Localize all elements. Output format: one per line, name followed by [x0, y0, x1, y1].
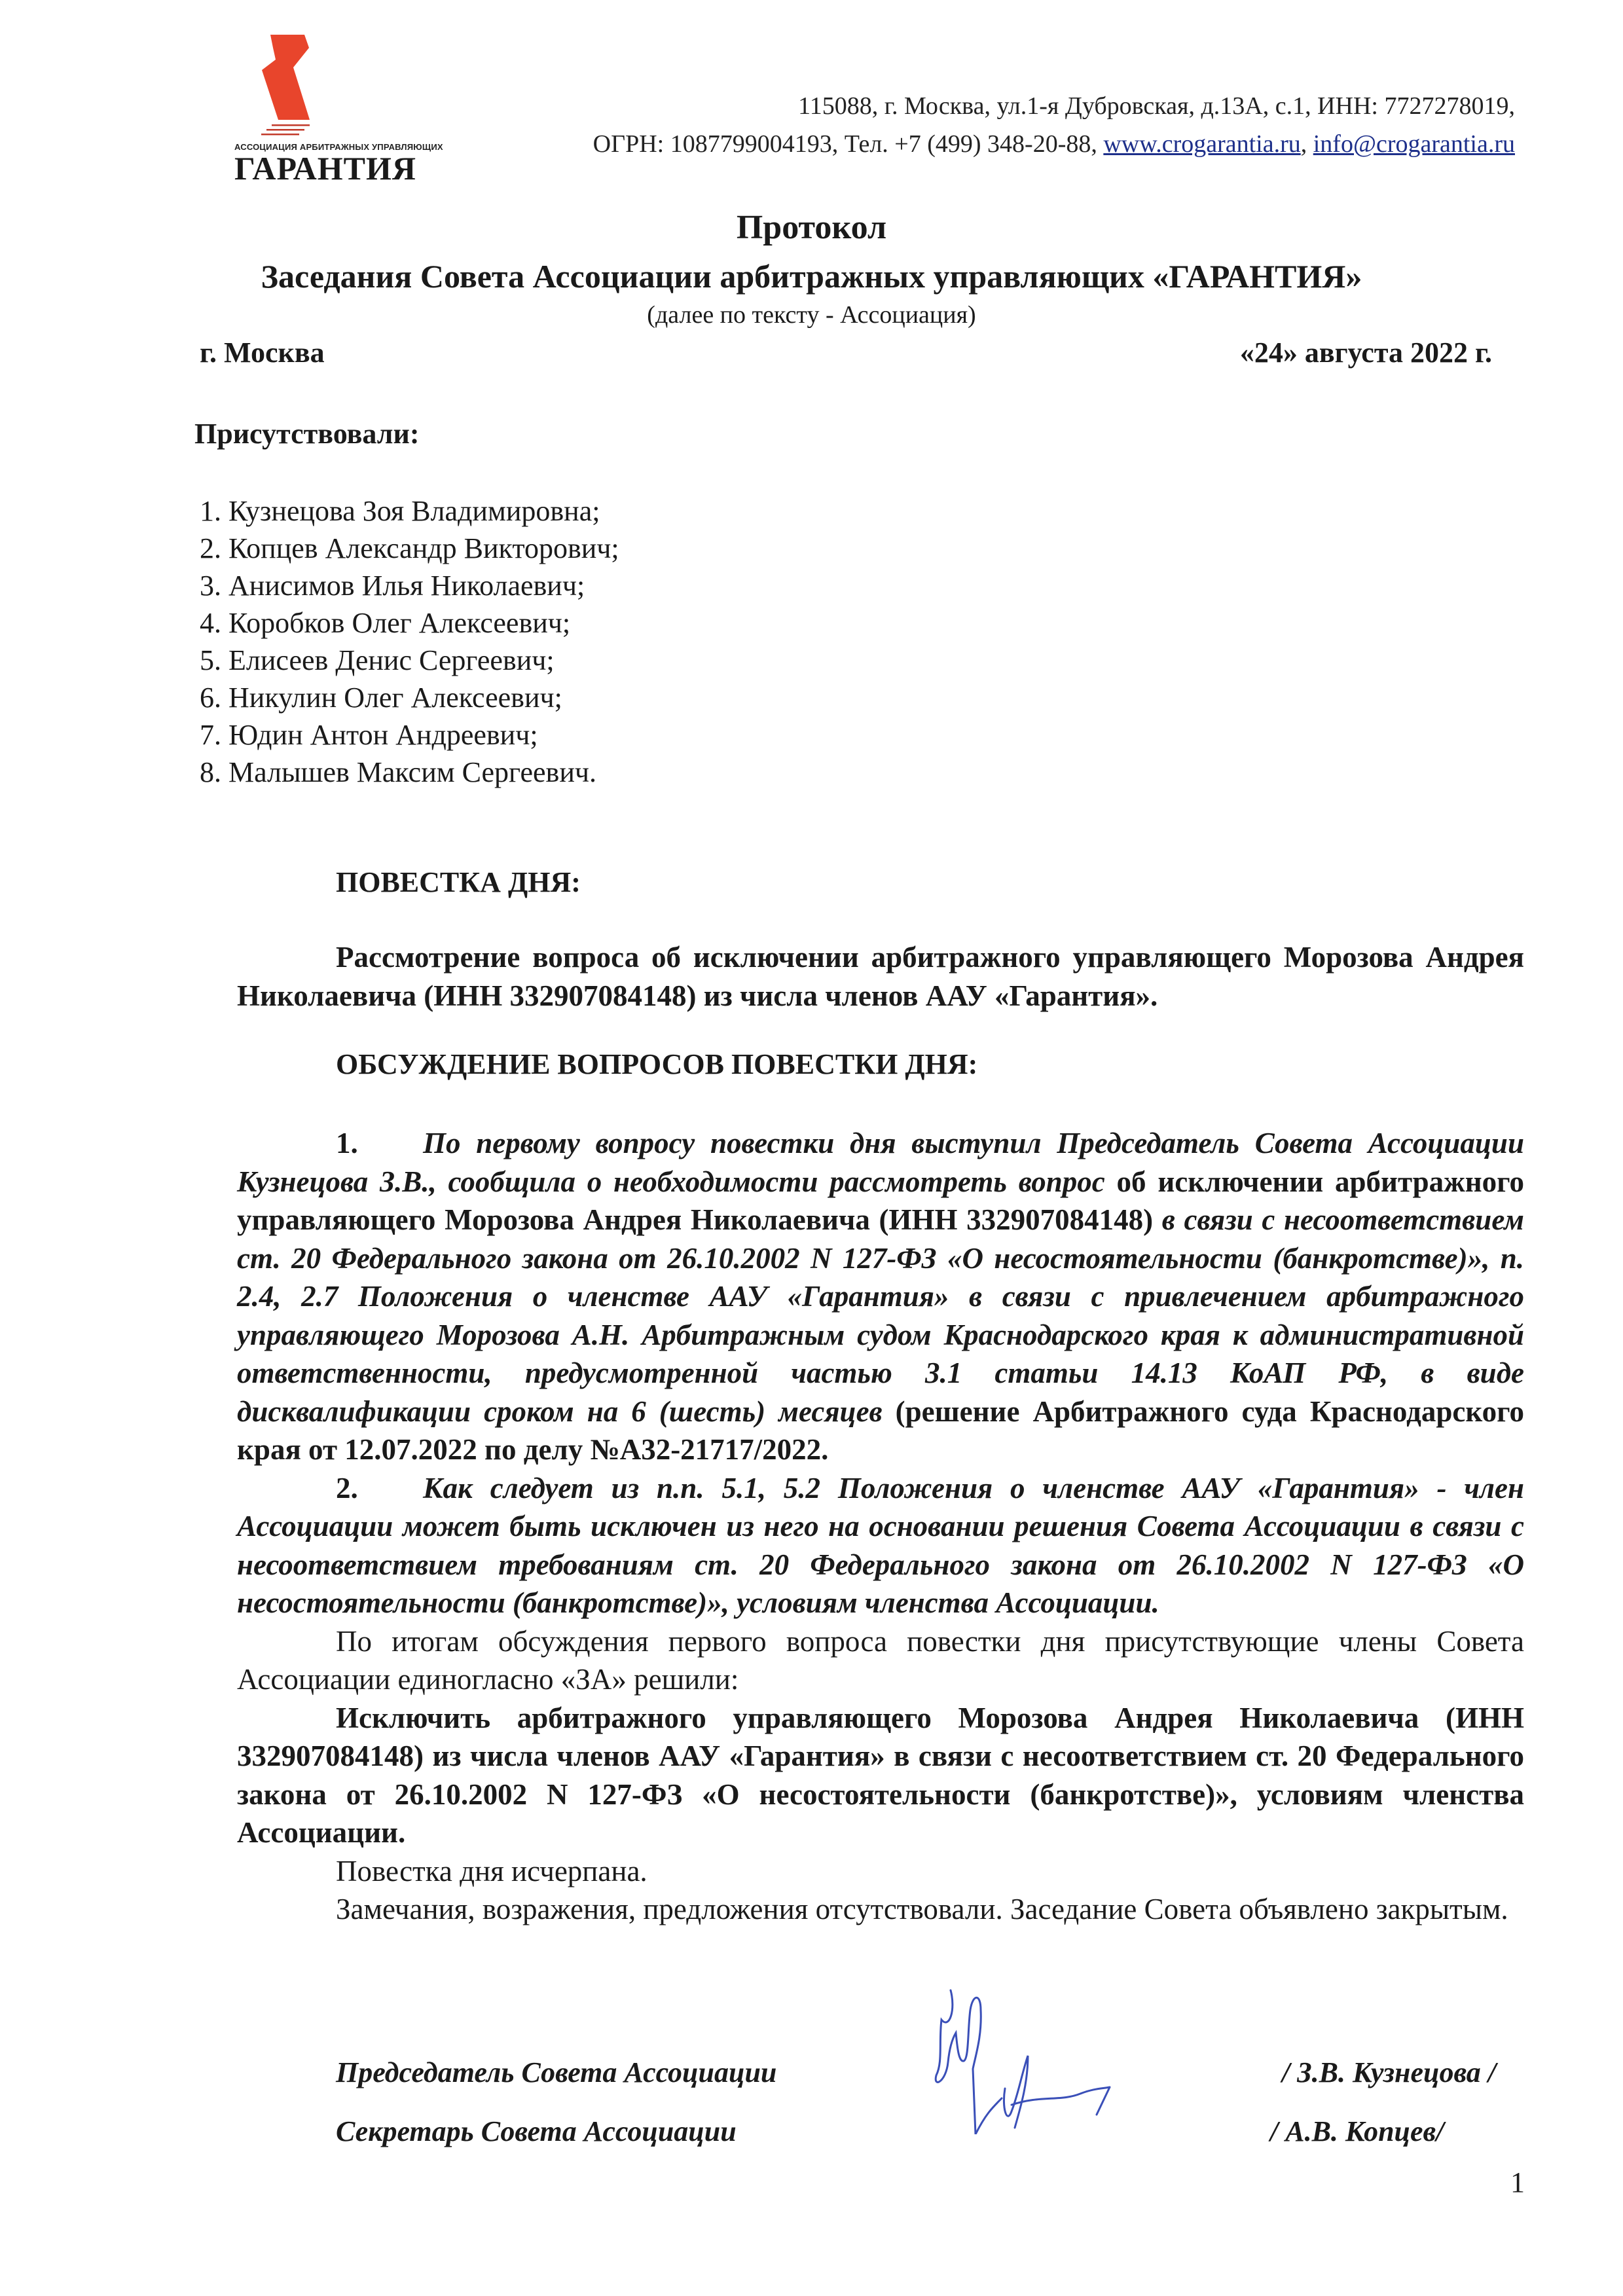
attendee-item: 8. Малышев Максим Сергеевич.	[200, 756, 596, 788]
agenda-item: Рассмотрение вопроса об исключении арбитражного управляющего Морозова Андрея Николаевича (ИНН 332907084148) из числа членов ААУ «Гарантия».	[237, 941, 1524, 1012]
secretary-label: Секретарь Совета Ассоциации	[336, 2115, 737, 2147]
agenda-closed: Повестка дня исчерпана.	[336, 1854, 647, 1887]
ogrn-phone: ОГРН: 1087799004193, Тел. +7 (499) 348-20-88,	[593, 130, 1104, 158]
document-title: Протокол	[736, 209, 887, 246]
logo-mark-icon	[232, 29, 324, 160]
discussion-body	[237, 1124, 1524, 1929]
website-link[interactable]: www.crogarantia.ru	[1103, 130, 1301, 158]
discussion-point-2: 2. Как следует из п.п. 5.1, 5.2 Положения о членстве ААУ «Гарантия» - член Ассоциации может быть исключен из него на основании решения Совета Ассоциации в связи с несоответствием требованиям ст. 20 Федерального закона от 26.10.2002 N 127-ФЗ «О несостоятельности (банкротстве)», условиям членства Ассоциации.	[237, 1469, 1524, 1622]
chair-name: / З.В. Кузнецова /	[1282, 2056, 1497, 2088]
attendance-heading: Присутствовали:	[194, 418, 420, 450]
document-date: «24» августа 2022 г.	[1239, 337, 1492, 369]
discussion-heading: ОБСУЖДЕНИЕ ВОПРОСОВ ПОВЕСТКИ ДНЯ:	[336, 1048, 978, 1080]
logo-name: ГАРАНТИЯ	[234, 150, 416, 187]
attendee-item: 6. Никулин Олег Алексеевич;	[200, 682, 562, 714]
vote-text: По итогам обсуждения первого вопроса повестки дня присутствующие члены Совета Ассоциации единогласно «ЗА» решили:	[237, 1624, 1524, 1696]
discussion-point-1: 1. По первому вопросу повестки дня выступил Председатель Совета Ассоциации Кузнецова З.В., сообщила о необходимости рассмотреть вопрос об исключении арбитражного управляющего Морозова Андрея Николаевича (ИНН 332907084148) в связи с несоответствием ст. 20 Федерального закона от 26.10.2002 N 127-ФЗ «О несостоятельности (банкротстве)», п. 2.4, 2.7 Положения о членстве ААУ «Гарантия» в связи с привлечением арбитражного управляющего Морозова А.Н. Арбитражным судом Краснодарского края к административной ответственности, предусмотренной частью 3.1 статьи 14.13 КоАП РФ, в виде дисквалификации сроком на 6 (шесть) месяцев (решение Арбитражного суда Краснодарского края от 12.07.2022 по делу №А32-21717/2022.	[237, 1124, 1524, 1469]
point-number: 1.	[336, 1127, 358, 1159]
point-number: 2.	[336, 1471, 358, 1504]
attendee-item: 4. Коробков Олег Алексеевич;	[200, 607, 571, 639]
closing-text: Замечания, возражения, предложения отсутствовали. Заседание Совета объявлено закрытым.	[336, 1893, 1508, 1925]
attendee-item: 1. Кузнецова Зоя Владимировна;	[200, 495, 600, 527]
document-note: (далее по тексту - Ассоциация)	[647, 301, 976, 329]
attendee-item: 2. Копцев Александр Викторович;	[200, 532, 619, 564]
city: г. Москва	[200, 337, 325, 369]
contact-separator: ,	[1300, 130, 1313, 158]
attendee-item: 7. Юдин Антон Андреевич;	[200, 719, 538, 751]
email-link[interactable]: info@crogarantia.ru	[1313, 130, 1515, 158]
attendee-item: 3. Анисимов Илья Николаевич;	[200, 570, 585, 602]
attendee-item: 5. Елисеев Денис Сергеевич;	[200, 644, 555, 676]
handwritten-signature-icon	[930, 1984, 1270, 2134]
letterhead-contacts	[593, 130, 1515, 158]
logo-caption: АССОЦИАЦИЯ АРБИТРАЖНЫХ УПРАВЛЯЮЩИХ	[234, 142, 443, 152]
secretary-name: / А.В. Копцев/	[1270, 2115, 1444, 2147]
decision-text: Исключить арбитражного управляющего Морозова Андрея Николаевича (ИНН 332907084148) из числа членов ААУ «Гарантия» в связи с несоответствием ст. 20 Федерального закона от 26.10.2002 N 127-ФЗ «О несостоятельности (банкротстве)», условиям членства Ассоциации.	[237, 1701, 1524, 1849]
agenda-heading: ПОВЕСТКА ДНЯ:	[336, 866, 581, 898]
chair-label: Председатель Совета Ассоциации	[336, 2056, 777, 2088]
document-subtitle: Заседания Совета Ассоциации арбитражных управляющих «ГАРАНТИЯ»	[261, 258, 1362, 295]
letterhead-address: 115088, г. Москва, ул.1-я Дубровская, д.13А, с.1, ИНН: 7727278019,	[798, 92, 1515, 120]
page-number: 1	[1510, 2166, 1525, 2198]
